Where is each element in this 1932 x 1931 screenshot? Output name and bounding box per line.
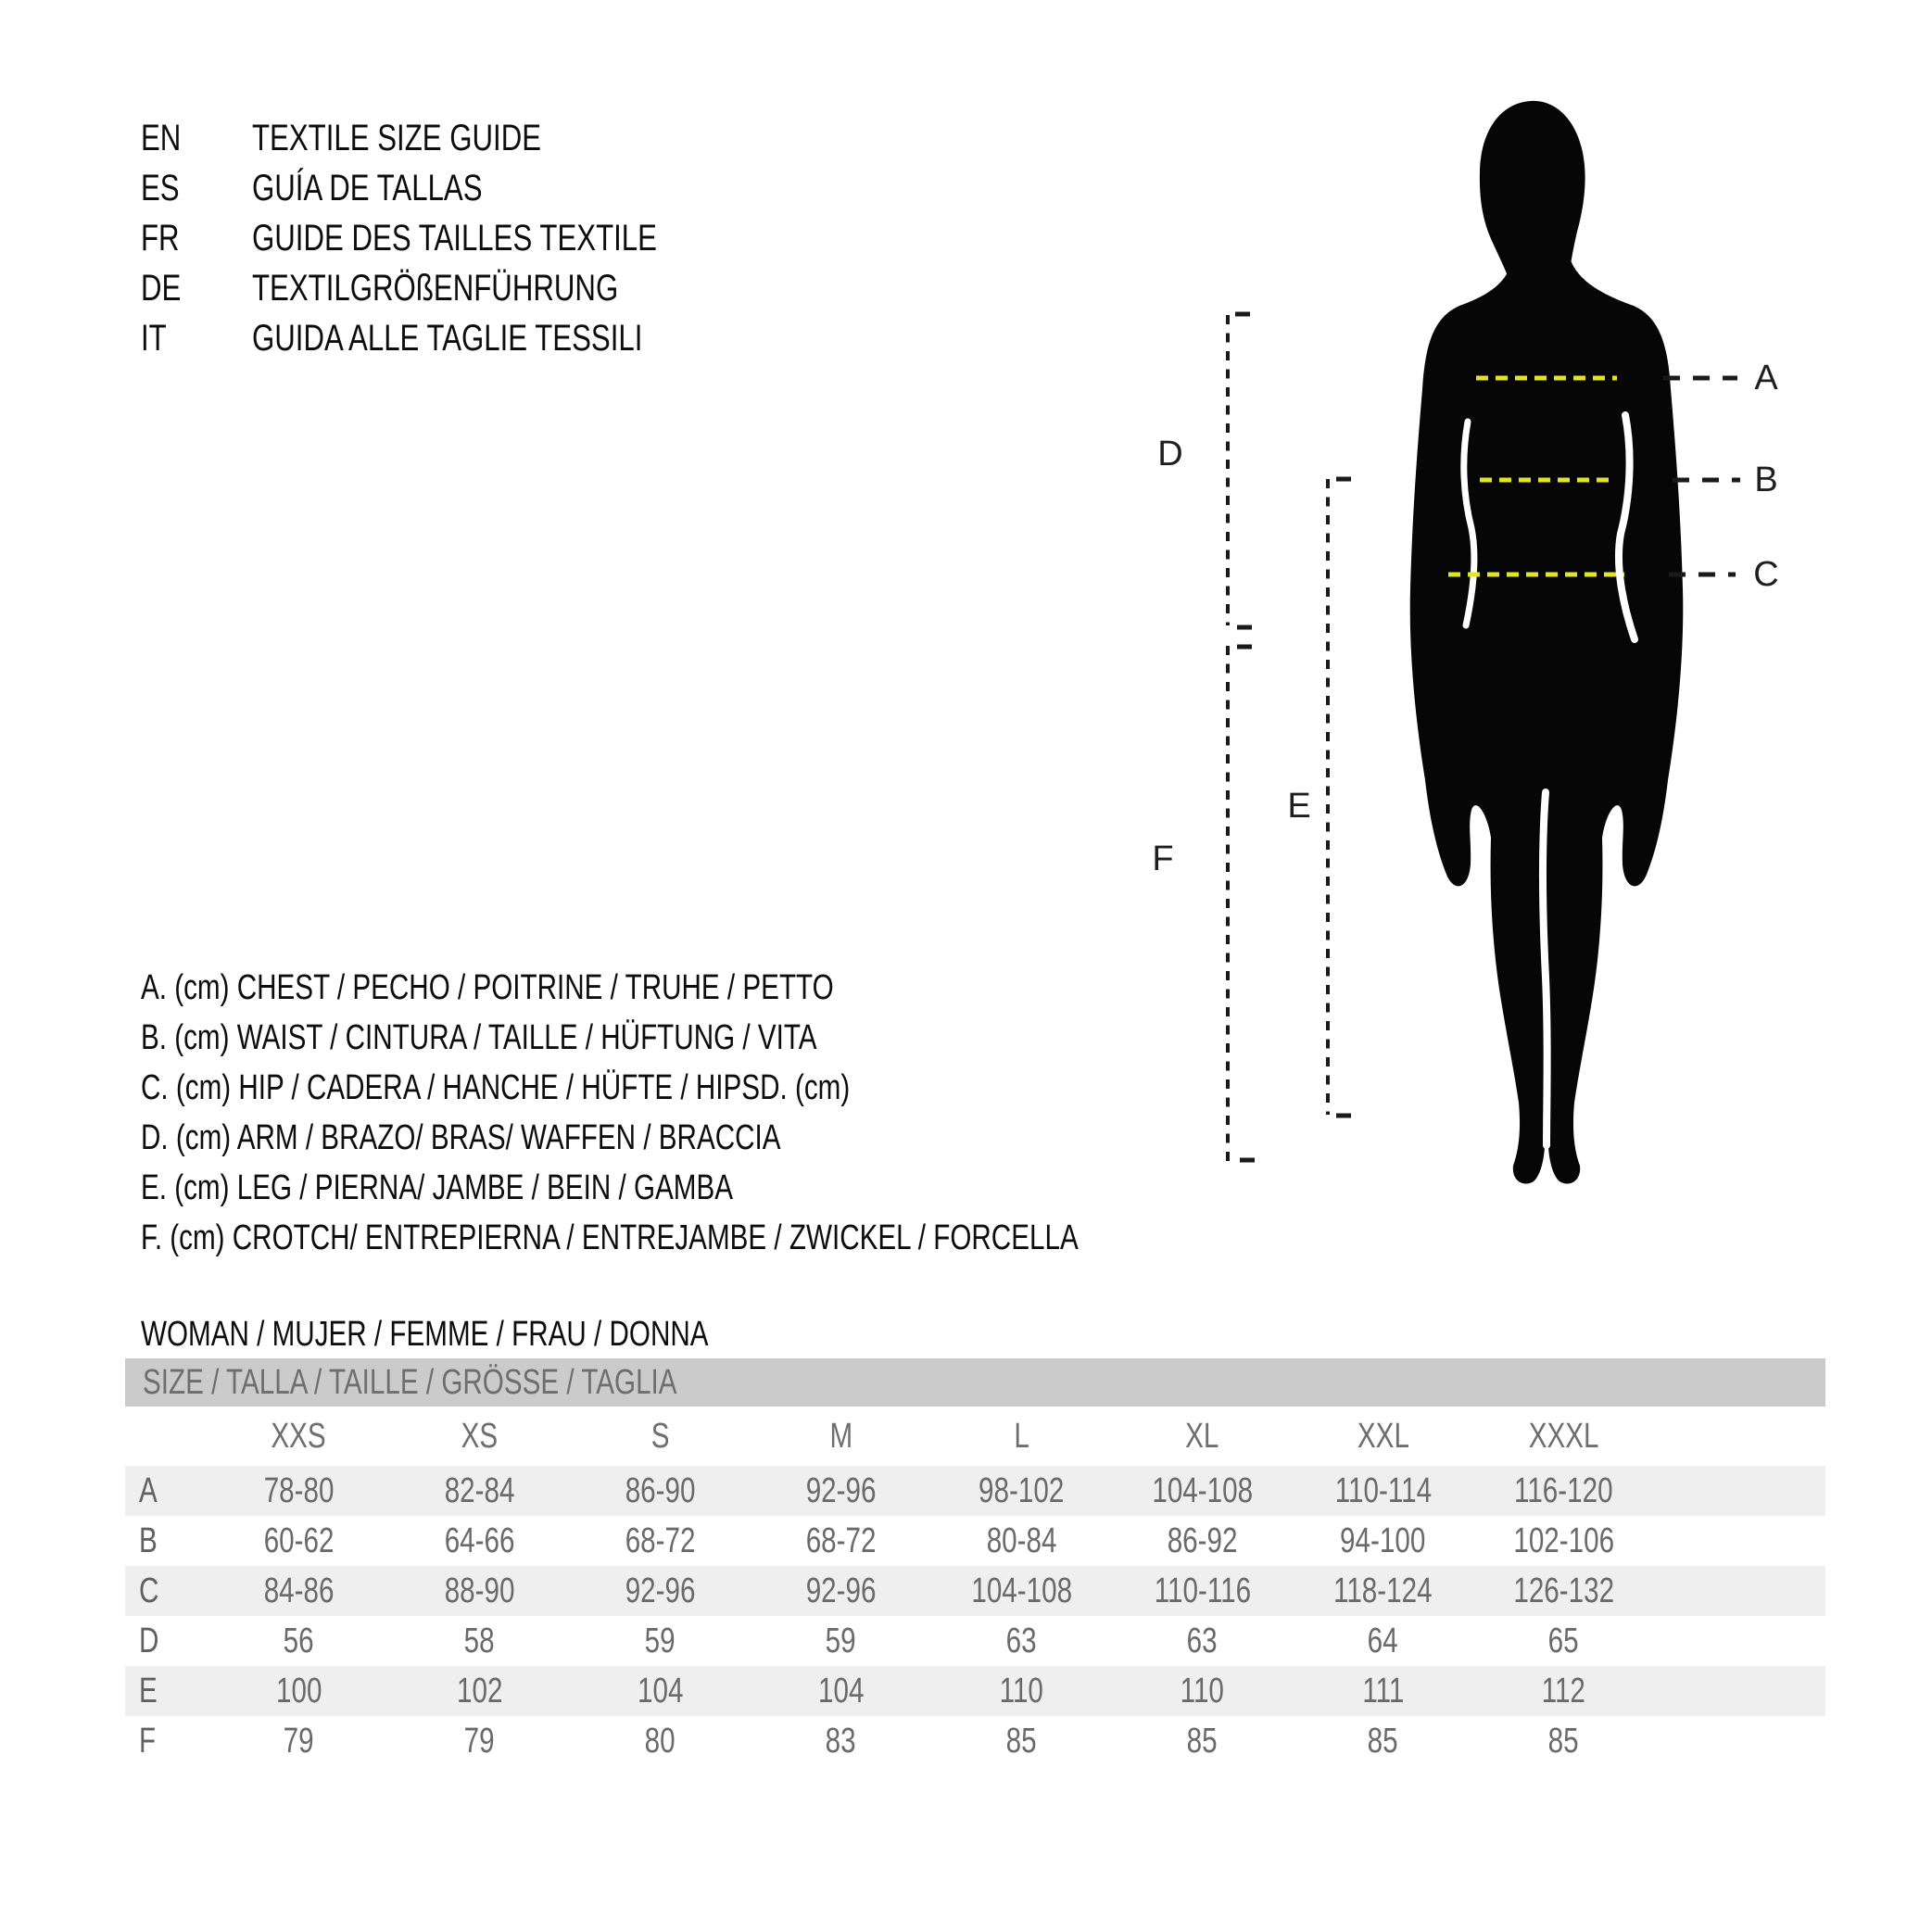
row-label: E [139,1671,158,1710]
row-label: A [139,1470,158,1510]
cell-value: 92-96 [625,1571,696,1610]
cell-value: 86-92 [1167,1521,1238,1560]
cell-value: 102 [456,1671,503,1710]
row-label: B [139,1521,158,1560]
cell-value: 111 [1361,1671,1405,1710]
cell-value: 64-66 [444,1521,515,1560]
legend-a: A. (cm) CHEST / PECHO / POITRINE / TRUHE / PETTO [141,967,834,1007]
lang-row-es [141,163,771,213]
title-it: GUIDA ALLE TAGLIE TESSILI [252,317,643,359]
legend-f: F. (cm) CROTCH/ ENTREPIERNA / ENTREJAMBE / ZWICKEL / FORCELLA [141,1218,1079,1257]
cell-value: 60-62 [263,1521,335,1560]
lang-code-en: EN [141,117,182,158]
cell-value: 63 [1006,1621,1037,1660]
table-row [125,1466,1825,1516]
label-e: E [1287,787,1311,826]
legend-c: C. (cm) HIP / CADERA / HANCHE / HÜFTE / HIPSD. (cm) [141,1067,851,1107]
cell-value: 65 [1548,1621,1579,1660]
lang-code-it: IT [141,317,167,359]
cell-value: 59 [645,1621,676,1660]
col-xxxl: XXXL [1528,1416,1599,1456]
cell-value: 104 [817,1671,865,1710]
cell-value: 63 [1187,1621,1218,1660]
cell-value: 126-132 [1513,1571,1614,1610]
cell-value: 58 [464,1621,495,1660]
title-es: GUÍA DE TALLAS [252,167,483,208]
cell-value: 56 [284,1621,314,1660]
cell-value: 82-84 [444,1470,515,1510]
lang-row-en [141,113,771,163]
cell-value: 85 [1006,1721,1037,1761]
legend-b: B. (cm) WAIST / CINTURA / TAILLE / HÜFTUNG / VITA [141,1017,817,1057]
legend-d: D. (cm) ARM / BRAZO/ BRAS/ WAFFEN / BRACCIA [141,1117,781,1157]
cell-value: 110 [1180,1671,1225,1710]
cell-value: 85 [1187,1721,1218,1761]
cell-value: 104-108 [971,1571,1072,1610]
cell-value: 80 [645,1721,676,1761]
cell-value: 118-124 [1333,1571,1433,1610]
cell-value: 78-80 [263,1470,335,1510]
cell-value: 79 [464,1721,495,1761]
col-l: L [1014,1416,1029,1456]
table-row [125,1616,1825,1666]
table-band [125,1358,1825,1407]
cell-value: 116-120 [1514,1470,1613,1510]
cell-value: 100 [275,1671,322,1710]
col-xl: XL [1185,1416,1219,1456]
cell-value: 80-84 [986,1521,1057,1560]
legend-e: E. (cm) LEG / PIERNA/ JAMBE / BEIN / GAMBA [141,1167,734,1207]
lang-row-fr [141,213,771,263]
cell-value: 110-116 [1154,1571,1251,1610]
cell-value: 104-108 [1152,1470,1253,1510]
cell-value: 85 [1548,1721,1579,1761]
cell-value: 110 [999,1671,1044,1710]
cell-value: 86-90 [625,1470,696,1510]
cell-value: 85 [1368,1721,1398,1761]
cell-value: 68-72 [625,1521,696,1560]
col-s: S [650,1416,670,1456]
label-a: A [1754,359,1778,398]
lang-code-fr: FR [141,217,180,259]
col-xxs: XXS [271,1416,327,1456]
cell-value: 104 [637,1671,684,1710]
label-f: F [1152,839,1174,878]
leg-gap [1543,792,1547,1145]
cell-value: 98-102 [979,1470,1065,1510]
cell-value: 79 [284,1721,314,1761]
cell-value: 92-96 [805,1571,877,1610]
lang-row-de [141,263,771,313]
cell-value: 59 [826,1621,856,1660]
cell-value: 102-106 [1513,1521,1614,1560]
row-label: F [139,1721,157,1761]
lang-code-es: ES [141,167,180,208]
table-row [125,1666,1825,1716]
lang-code-de: DE [141,267,182,309]
table-header-row [125,1407,1825,1466]
cell-value: 88-90 [444,1571,515,1610]
table-row [125,1566,1825,1616]
cell-value: 68-72 [805,1521,877,1560]
table-band-title: SIZE / TALLA / TAILLE / GRÖSSE / TAGLIA [143,1362,677,1402]
vertical-measure-lines [1228,314,1351,1161]
table-row [125,1516,1825,1566]
label-b: B [1754,461,1778,499]
col-xxl: XXL [1357,1416,1409,1456]
cell-value: 84-86 [263,1571,335,1610]
measurement-figure [1140,83,1844,1195]
category-woman: WOMAN / MUJER / FEMME / FRAU / DONNA [141,1314,709,1354]
title-en: TEXTILE SIZE GUIDE [252,117,542,158]
col-xs: XS [461,1416,499,1456]
size-table [125,1358,1825,1766]
cell-value: 83 [826,1721,856,1761]
label-c: C [1753,555,1779,594]
table-row [125,1716,1825,1766]
cell-value: 94-100 [1340,1521,1426,1560]
row-label: D [139,1621,159,1660]
row-label: C [139,1571,159,1610]
lang-row-it [141,313,771,363]
title-de: TEXTILGRÖßENFÜHRUNG [252,267,619,309]
title-fr: GUIDE DES TAILLES TEXTILE [252,217,657,259]
cell-value: 64 [1368,1621,1398,1660]
label-d: D [1157,435,1183,473]
language-header [141,113,771,363]
cell-value: 92-96 [805,1470,877,1510]
col-m: M [829,1416,852,1456]
cell-value: 110-114 [1334,1470,1432,1510]
cell-value: 112 [1541,1671,1586,1710]
